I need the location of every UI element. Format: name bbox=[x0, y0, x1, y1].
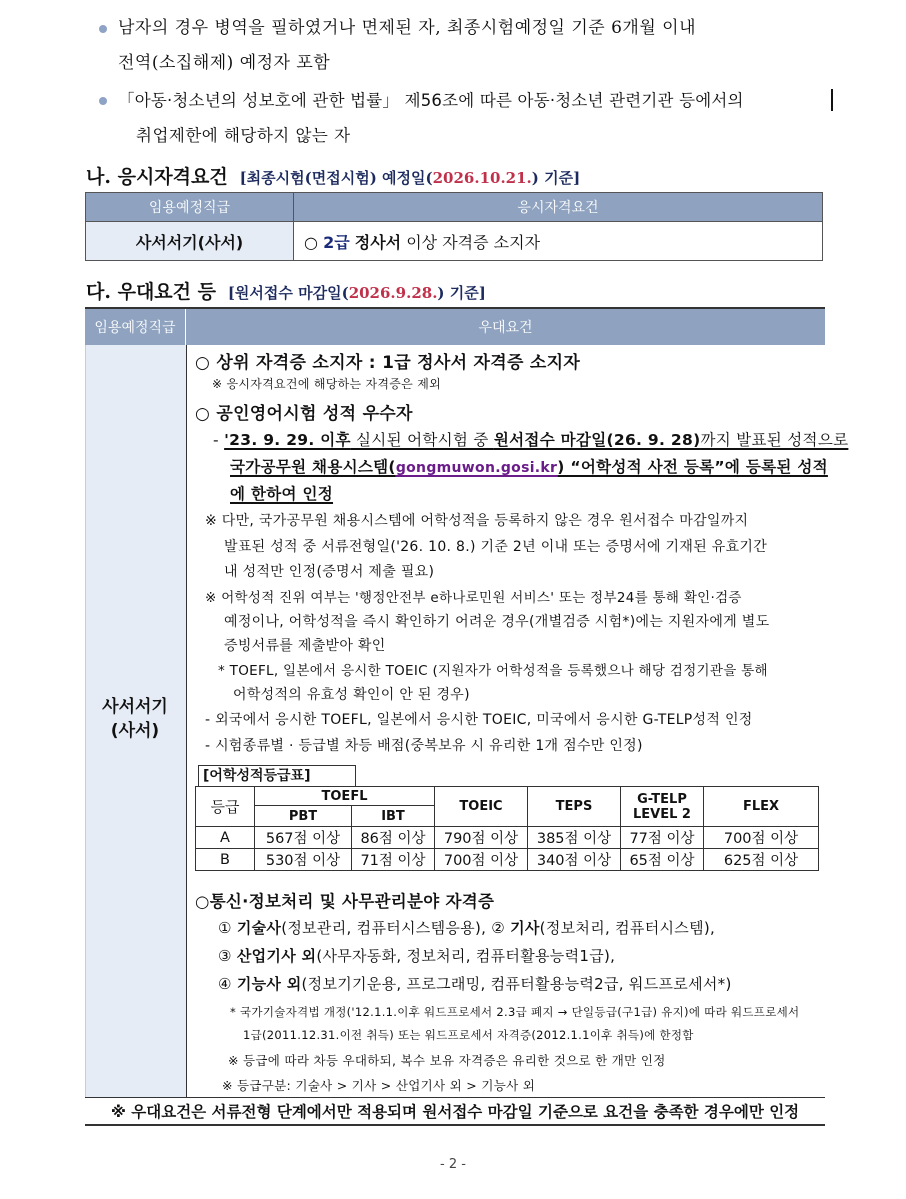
pbt-cell: 530점 이상 bbox=[255, 849, 352, 871]
item2-note2-line2: 예정이나, 어학성적을 즉시 확인하기 어려운 경우(개별검증 시험*)에는 지원자에게 별도 bbox=[224, 614, 770, 630]
requirement-cell bbox=[294, 222, 823, 261]
section-title-da-text: 다. 우대요건 등 bbox=[86, 281, 216, 303]
note-prefix: [원서접수 마감일( bbox=[227, 284, 349, 302]
item2-note1-line2: 발표된 성적 중 서류전형일('26. 10. 8.) 기준 2년 이내 또는 증명서에 기재된 유효기간 bbox=[224, 539, 768, 555]
grade-table bbox=[195, 786, 819, 871]
num: ① bbox=[218, 919, 237, 937]
note-prefix: [최종시험(면접시험) 예정일( bbox=[239, 169, 433, 187]
table-bottom-border bbox=[85, 1124, 825, 1126]
footer-note: ※ 우대요건은 서류전형 단계에서만 적용되며 원서접수 마감일 기준으로 요건을 충족한 경우에만 인정 bbox=[110, 1103, 800, 1121]
eligibility-table bbox=[85, 192, 823, 261]
note-date: 2026.9.28. bbox=[348, 284, 438, 302]
req-rest: 이상 자격증 소지자 bbox=[406, 232, 541, 252]
grade-cell: A bbox=[196, 827, 255, 849]
item2-detail-2: - 시험종류별 · 등급별 차등 배점(중복보유 시 유리한 1개 점수만 인정) bbox=[205, 738, 643, 754]
req-cert: 정사서 bbox=[354, 232, 402, 252]
text: (사무자동화, 정보처리, 컴퓨터활용능력1급), bbox=[316, 947, 616, 965]
item2-title: ○ 공인영어시험 성적 우수자 bbox=[195, 404, 413, 424]
gtelp-line-1: G-TELP bbox=[637, 791, 687, 807]
bullet-dot bbox=[99, 25, 107, 33]
grade-cell: B bbox=[196, 849, 255, 871]
flex-cell: 700점 이상 bbox=[704, 827, 819, 849]
bullet-1-line-1: 남자의 경우 병역을 필하였거나 면제된 자, 최종시험예정일 기준 6개월 이내 bbox=[118, 18, 697, 38]
ibt-cell: 86점 이상 bbox=[352, 827, 435, 849]
note-suffix: ) 기준] bbox=[437, 284, 486, 302]
section-title-na-text: 나. 응시자격요건 bbox=[86, 166, 228, 188]
col-gtelp bbox=[621, 787, 704, 827]
date-since: '23. 9. 29. 이후 bbox=[224, 431, 351, 449]
position-cell: 사서서기(사서) bbox=[86, 222, 294, 261]
position-line-1: 사서서기 bbox=[102, 697, 168, 717]
gtelp-line-2: LEVEL 2 bbox=[633, 806, 691, 822]
header-position: 임용예정직급 bbox=[86, 193, 294, 222]
item2-line-3: 에 한하여 인정 bbox=[230, 485, 334, 503]
col-pbt: PBT bbox=[255, 806, 352, 827]
text: 실시된 어학시험 중 bbox=[350, 431, 494, 449]
teps-cell: 340점 이상 bbox=[528, 849, 621, 871]
item2-note3-line2: 어학성적의 유효성 확인이 안 된 경우) bbox=[233, 687, 470, 703]
toeic-cell: 790점 이상 bbox=[435, 827, 528, 849]
section-da-note bbox=[223, 284, 486, 302]
text: (정보기기운용, 프로그래밍, 컴퓨터활용능력2급, 워드프로세서*) bbox=[301, 975, 732, 993]
header-requirement: 응시자격요건 bbox=[294, 193, 823, 222]
bullet-2-line-2: 취업제한에 해당하지 않는 자 bbox=[136, 126, 351, 145]
header-position: 임용예정직급 bbox=[85, 309, 185, 345]
gtelp-cell: 77점 이상 bbox=[621, 827, 704, 849]
table-row bbox=[196, 849, 819, 871]
cert-name: 기사 bbox=[510, 919, 540, 937]
item2-detail-1: - 외국에서 응시한 TOEFL, 일본에서 응시한 TOEIC, 미국에서 응시한 G-TELP성적 인정 bbox=[205, 712, 753, 728]
ibt-cell: 71점 이상 bbox=[352, 849, 435, 871]
item3-note3: ※ 등급구분: 기술사 > 기사 > 산업기사 외 > 기능사 외 bbox=[222, 1078, 536, 1093]
deadline: 원서접수 마감일(26. 9. 28) bbox=[493, 431, 701, 449]
item3-line-1 bbox=[218, 917, 715, 938]
teps-cell: 385점 이상 bbox=[528, 827, 621, 849]
bullet-2-line-1: 「아동·청소년의 성보호에 관한 법률」 제56조에 따른 아동·청소년 관련기관 등에서의 bbox=[118, 91, 744, 110]
col-toefl: TOEFL bbox=[255, 787, 435, 806]
num: ④ bbox=[218, 975, 237, 993]
item3-note1-line1: * 국가기술자격법 개정('12.1.1.이후 워드프로세서 2.3급 폐지 → 단일등급(구1급) 유지)에 따라 워드프로세서 bbox=[230, 1005, 800, 1019]
position-label bbox=[85, 695, 185, 743]
text: (정보관리, 컴퓨터시스템응용), ② bbox=[281, 919, 511, 937]
cert-name: 산업기사 외 bbox=[236, 947, 317, 965]
text: (정보처리, 컴퓨터시스템), bbox=[539, 919, 716, 937]
note-suffix: ) 기준] bbox=[531, 169, 581, 187]
num: ③ bbox=[218, 947, 237, 965]
position-line-2: (사서) bbox=[110, 721, 160, 741]
grade-table-title: [어학성적등급표] bbox=[198, 765, 356, 787]
item2-line-2 bbox=[230, 455, 828, 477]
page-number: - 2 - bbox=[440, 1157, 466, 1172]
cert-name: 기능사 외 bbox=[236, 975, 302, 993]
toeic-cell: 700점 이상 bbox=[435, 849, 528, 871]
pbt-cell: 567점 이상 bbox=[255, 827, 352, 849]
header-preference: 우대요건 bbox=[186, 309, 825, 345]
col-grade: 등급 bbox=[196, 787, 255, 827]
item2-line-1 bbox=[213, 428, 848, 450]
req-grade: 2급 bbox=[323, 232, 350, 252]
circle-mark: ○ bbox=[304, 232, 318, 252]
col-teps: TEPS bbox=[528, 787, 621, 827]
section-na-note bbox=[234, 169, 580, 187]
item2-note2-line1: ※ 어학성적 진위 여부는 '행정안전부 e하나로민원 서비스' 또는 정부24를 통해 확인·검증 bbox=[205, 590, 742, 606]
section-title-na bbox=[86, 162, 580, 189]
item2-note3-line1: * TOEFL, 일본에서 응시한 TOEIC (지원자가 어학성적을 등록했으나 해당 검정기관을 통해 bbox=[218, 663, 768, 679]
gosi-link[interactable]: gongmuwon.gosi.kr bbox=[395, 460, 558, 476]
item3-line-2 bbox=[218, 945, 615, 966]
table-row bbox=[196, 827, 819, 849]
item3-title: ○통신·정보처리 및 사무관리분야 자격증 bbox=[195, 892, 495, 911]
item2-note2-line3: 증빙서류를 제출받아 확인 bbox=[224, 638, 386, 654]
item3-note1-line2: 1급(2011.12.31.이전 취득) 또는 워드프로세서 자격증(2012.1.1이후 취득)에 한정함 bbox=[243, 1028, 694, 1042]
note-date: 2026.10.21. bbox=[432, 169, 532, 187]
text: 국가공무원 채용시스템( bbox=[230, 458, 396, 476]
cert-name: 기술사 bbox=[236, 919, 282, 937]
text-cursor bbox=[831, 89, 833, 111]
col-ibt: IBT bbox=[352, 806, 435, 827]
bullet-1-line-2: 전역(소집해제) 예정자 포함 bbox=[118, 53, 331, 73]
dash: - bbox=[213, 431, 225, 449]
text: 까지 발표된 성적으로 bbox=[700, 431, 849, 449]
text: ) “어학성적 사전 등록”에 등록된 성적 bbox=[557, 458, 828, 476]
item3-line-3 bbox=[218, 973, 732, 994]
item1-title: ○ 상위 자격증 소지자 : 1급 정사서 자격증 소지자 bbox=[195, 353, 581, 373]
gtelp-cell: 65점 이상 bbox=[621, 849, 704, 871]
col-toeic: TOEIC bbox=[435, 787, 528, 827]
flex-cell: 625점 이상 bbox=[704, 849, 819, 871]
item1-note: ※ 응시자격요건에 해당하는 자격증은 제외 bbox=[212, 377, 441, 391]
bullet-dot bbox=[99, 97, 107, 105]
section-title-da bbox=[86, 277, 486, 304]
item2-note1-line3: 내 성적만 인정(증명서 제출 필요) bbox=[224, 564, 435, 580]
item2-note1-line1: ※ 다만, 국가공무원 채용시스템에 어학성적을 등록하지 않은 경우 원서접수 마감일까지 bbox=[205, 513, 749, 529]
item3-note2: ※ 등급에 따라 차등 우대하되, 복수 보유 자격증은 유리한 것으로 한 개만 인정 bbox=[228, 1053, 666, 1068]
table-divider bbox=[85, 1097, 825, 1098]
col-flex: FLEX bbox=[704, 787, 819, 827]
